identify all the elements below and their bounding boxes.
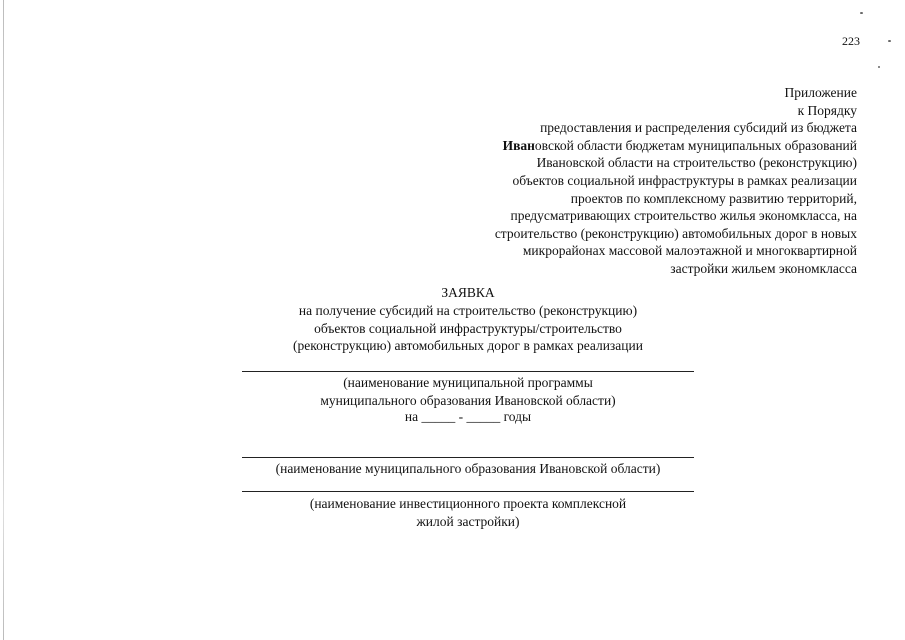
- project-caption: [238, 495, 698, 530]
- program-caption: [238, 374, 698, 409]
- appendix-line: предусматривающих строительство жилья экономкласса, на: [510, 208, 857, 224]
- project-name-line: [242, 491, 694, 492]
- project-caption-line: (наименование инвестиционного проекта комплексной: [309, 496, 627, 511]
- appendix-line: [397, 137, 857, 155]
- request-subtitle-line: объектов социальной инфраструктуры/строительство: [314, 320, 622, 336]
- program-caption-line: муниципального образования Ивановской области): [320, 392, 616, 408]
- page-number: 223: [842, 34, 860, 48]
- appendix-line: микрорайонах массовой малоэтажной и многоквартирной: [522, 243, 857, 259]
- municipality-name-line: [242, 457, 694, 458]
- request-subtitle-line: на получение субсидий на строительство (реконструкцию): [298, 303, 638, 318]
- appendix-line: строительство (реконструкцию) автомобильных дорог в новых: [494, 225, 857, 241]
- years-line: на _____ - _____ годы: [404, 409, 532, 424]
- scan-speck: [860, 12, 863, 14]
- scan-speck: [878, 66, 880, 68]
- appendix-line: к Порядку: [797, 102, 857, 118]
- scan-edge: [3, 0, 4, 640]
- request-subtitle: [238, 302, 698, 355]
- appendix-line: проектов по комплексному развитию территорий,: [570, 190, 857, 206]
- program-name-line: [242, 371, 694, 372]
- appendix-line: застройки жильем экономкласса: [670, 260, 857, 276]
- project-caption-line: жилой застройки): [416, 513, 520, 529]
- scan-speck: [888, 40, 891, 42]
- municipality-caption: (наименование муниципального образования Ивановской области): [275, 461, 661, 476]
- appendix-line-rest: овской области бюджетам муниципальных образований: [534, 137, 857, 153]
- appendix-line: Приложение: [784, 85, 857, 100]
- appendix-bold-fragment: Иван: [502, 137, 535, 153]
- program-caption-line: (наименование муниципальной программы: [343, 375, 593, 390]
- appendix-line: объектов социальной инфраструктуры в рамках реализации: [512, 172, 857, 188]
- request-subtitle-line: (реконструкцию) автомобильных дорог в рамках реализации: [293, 338, 643, 354]
- appendix-header: [397, 84, 857, 278]
- appendix-line: предоставления и распределения субсидий из бюджета: [540, 120, 857, 136]
- appendix-line: Ивановской области на строительство (реконструкцию): [536, 155, 857, 171]
- request-title: ЗАЯВКА: [441, 285, 495, 300]
